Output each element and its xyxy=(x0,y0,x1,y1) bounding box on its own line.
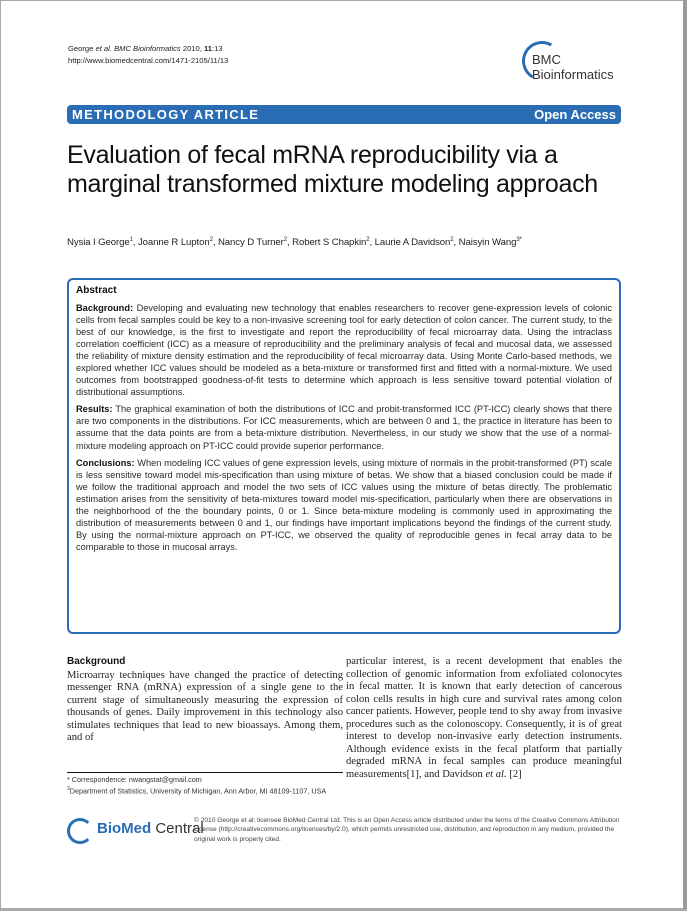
abstract-background: Background: Developing and evaluating new technology that enables researchers to recover gene-expression levels of colonic cells from fecal samples could be key to a non-invasive screening tool for early detection of colon cancer. The current study, to the best of our knowledge, is the first to investigate and report the reproducibility of fecal microarray data. Using the intraclass correlation coefficient (ICC) as a measure of reproducibility and the preliminary analysis of fecal and mucosal data, we assessed the reliability of mixture density estimation and the reproducibility of fecal microarray data. Using Monte Carlo-based methods, we explored whether ICC values should be modeled as a beta-mixture or transformed first and fitted with a normal-mixture. We used outcomes from bootstrapped goodness-of-fit tests to determine which approach is less sensitive toward potential violation of distributional assumptions. xyxy=(76,303,612,398)
abstract-results-label: Results: xyxy=(76,404,113,415)
citation-header xyxy=(68,43,228,67)
citation-line xyxy=(68,43,228,55)
author: Nysia I George$^1$, xyxy=(67,237,138,249)
author-list xyxy=(67,237,522,248)
article-type-label: METHODOLOGY ARTICLE xyxy=(72,107,260,122)
biomed-central-logo: BioMed Central xyxy=(67,818,167,844)
footnotes xyxy=(67,772,343,795)
affiliation-note: $^3$Department of Statistics, University of Michigan, Ann Arbor, MI 48109-1107, USA xyxy=(67,785,327,795)
article-title: Evaluation of fecal mRNA reproducibility via a marginal transformed mixture modeling approach xyxy=(67,141,598,198)
abstract-conclusions-label: Conclusions: xyxy=(76,457,135,468)
journal-logo-line2: Bioinformatics xyxy=(532,67,614,82)
citation-authors: George xyxy=(68,44,94,53)
author: Robert S Chapkin$^2$, xyxy=(292,237,375,249)
abstract-heading: Abstract xyxy=(76,285,117,296)
biomed-logo-circle-icon xyxy=(67,818,93,844)
license-text: © 2010 George et al; licensee BioMed Central Ltd. This is an Open Access article distributed under the terms of the Creative Commons Attribution License (http://creativecommons.org/licenses/by/2.0), which permits unrestricted use, distribution, and reproduction in any medium, provided the original work is properly cited. xyxy=(194,817,620,843)
section-heading-background: Background xyxy=(67,656,126,667)
article-url-link[interactable]: http://www.biomedcentral.com/1471-2105/11/13 xyxy=(68,56,229,65)
citation-volume: 11 xyxy=(204,44,213,53)
citation-journal: BMC Bioinformatics xyxy=(114,44,181,53)
correspondence-note: * Correspondence: nwangstat@gmail.com xyxy=(67,775,202,784)
citation-etal: et al. xyxy=(95,44,112,53)
journal-logo xyxy=(522,41,632,91)
author: Joanne R Lupton$^2$, xyxy=(137,237,218,249)
open-access-label: Open Access xyxy=(534,107,616,122)
author: Laurie A Davidson$^2$, xyxy=(374,237,459,249)
abstract-background-label: Background: xyxy=(76,303,134,313)
citation-article: :13 xyxy=(212,44,223,53)
author: Nancy D Turner$^2$, xyxy=(217,237,293,249)
body-column-right xyxy=(346,656,622,781)
body-paragraph: Microarray techniques have changed the practice of detecting messenger RNA (mRNA) expression of a single gene to the current stage of simultaneously measuring the expression of thousands of genes. Daily improvement in this technology also stimulates techniques that lead to new bioassays. Among them, and of xyxy=(67,669,343,743)
citation-year: 2010, xyxy=(182,44,202,53)
article-type-banner xyxy=(67,105,621,124)
body-column-left xyxy=(67,656,343,745)
publisher-footer xyxy=(67,816,622,846)
journal-logo-line1: BMC xyxy=(532,52,561,67)
window-edge-scrollbar[interactable] xyxy=(683,0,687,911)
abstract-box xyxy=(67,278,621,634)
abstract-conclusions: Conclusions: When modeling ICC values of gene expression levels, using mixture of normals in the probit-transformed (PT) scale is less sensitive toward model mis-specification than using mixture of betas. We show that a biased conclusion could be made if we follow the traditional approach and model the two sets of ICC values using the mixture of betas directly. The problematic estimation arises from the sensitivity of beta-mixtures toward model mis-specification, particularly when there are observations in the neighborhood of the the boundary points, 0 or 1. Since beta-mixture modeling is commonly used in approximating the distribution of measurements between 0 and 1, our findings have important implications beyond the findings of the current study. By using the normal-mixture approach on PT-ICC, we observed the quality of reproducible genes in fecal array data to be comparable to those in mucosal arrays. xyxy=(76,457,612,552)
body-paragraph: particular interest, is a recent development that enables the collection of genomic information from exfoliated colonocytes in fecal matter. It is known that early detection of cancerous colon cells results in high cure and survival rates among colon cancer patients. However, people tend to shy away from invasive procedures such as the colonoscopy. Consequently, it is of great interest to develop non-invasive early detection instruments. Although evidence exists in the fecal platform that partially degraded mRNA in fecal samples can produce meaningful measurements[1], and Davidson et al. [2] xyxy=(346,656,622,780)
abstract-results: Results: The graphical examination of both the distributions of ICC and probit-transformed ICC (PT-ICC) clearly shows that there are two components in the distributions. For ICC measurements, which are between 0 and 1, the practice in literature has been to assume that the data points are from a beta-mixture distribution. Nevertheless, in our study we show that the use of a normal-mixture modeling approach on PT-ICC could provide superior performance. xyxy=(76,404,612,451)
author: Naisyin Wang$^{3*}$ xyxy=(458,237,522,249)
